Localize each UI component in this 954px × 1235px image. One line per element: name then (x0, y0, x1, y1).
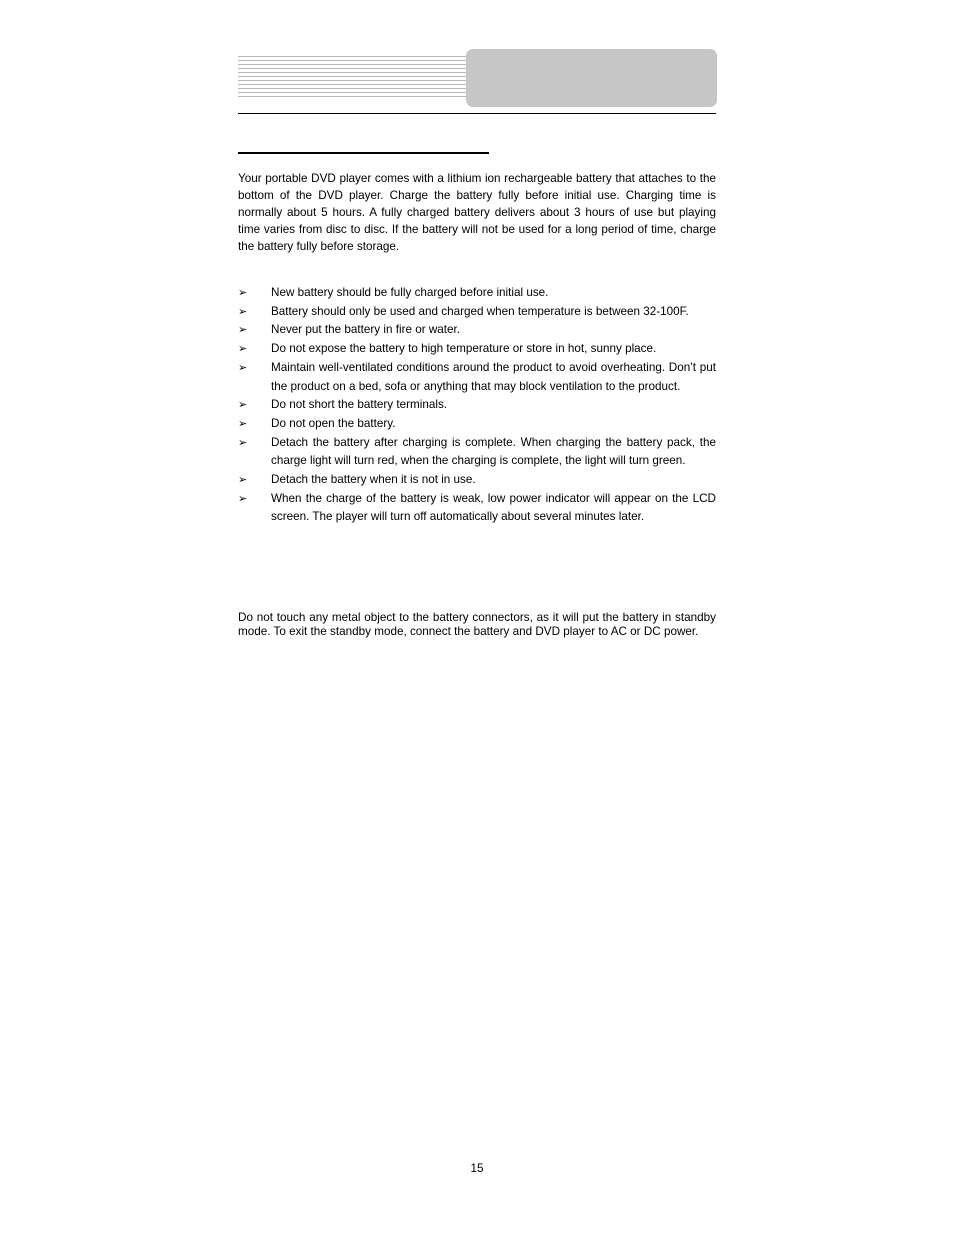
note-paragraph: Do not touch any metal object to the battery connectors, as it will put the battery in standby mode. To exit the standby mode, connect the battery and DVD player to AC or DC power. (238, 611, 716, 638)
arrow-bullet-icon: ➢ (238, 324, 248, 337)
battery-precautions-list (238, 284, 716, 527)
arrow-bullet-icon: ➢ (238, 474, 248, 487)
arrow-bullet-icon: ➢ (238, 399, 248, 412)
list-item-text: Detach the battery after charging is complete. When charging the battery pack, the charge light will turn red, when the charging is complete, the light will turn green. (271, 435, 716, 468)
list-item-text: When the charge of the battery is weak, low power indicator will appear on the LCD screen. The player will turn off automatically about several minutes later. (271, 491, 716, 524)
arrow-bullet-icon: ➢ (238, 417, 248, 430)
list-item-text: Battery should only be used and charged when temperature is between 32-100F. (271, 304, 689, 318)
header-rule (238, 113, 716, 114)
list-item (238, 396, 716, 415)
list-item-text: Detach the battery when it is not in use. (271, 473, 476, 487)
arrow-bullet-icon: ➢ (238, 492, 248, 505)
list-item (238, 471, 716, 490)
intro-paragraph: Your portable DVD player comes with a lithium ion rechargeable battery that attaches to the bottom of the DVD player. Charge the battery fully before initial use. Charging time is normally about 5 hours. A fully charged battery delivers about 3 hours of use but playing time varies from disc to disc. If the battery will not be used for a long period of time, charge the battery fully before storage. (238, 172, 716, 253)
list-item (238, 359, 716, 396)
list-item-text: Do not expose the battery to high temperature or store in hot, sunny place. (271, 342, 657, 356)
list-item (238, 490, 716, 527)
arrow-bullet-icon: ➢ (238, 305, 248, 318)
arrow-bullet-icon: ➢ (238, 343, 248, 356)
list-item-text: Do not short the battery terminals. (271, 398, 448, 412)
list-item (238, 303, 716, 322)
list-item (238, 434, 716, 471)
list-item-text: Never put the battery in fire or water. (271, 323, 461, 337)
arrow-bullet-icon: ➢ (238, 287, 248, 299)
section-title-underline (238, 152, 489, 154)
list-item (238, 340, 716, 359)
list-item (238, 321, 716, 340)
list-item (238, 284, 716, 303)
list-item-text: New battery should be fully charged before initial use. (271, 286, 549, 299)
arrow-bullet-icon: ➢ (238, 361, 248, 374)
list-item (238, 415, 716, 434)
page-number: 15 (470, 1162, 484, 1175)
header-tab (466, 49, 717, 107)
header-decorative-lines (238, 56, 468, 100)
list-item-text: Maintain well-ventilated conditions around the product to avoid overheating. Don’t put the product on a bed, sofa or anything that may block ventilation to the product. (271, 360, 716, 393)
arrow-bullet-icon: ➢ (238, 436, 248, 449)
list-item-text: Do not open the battery. (271, 416, 396, 430)
